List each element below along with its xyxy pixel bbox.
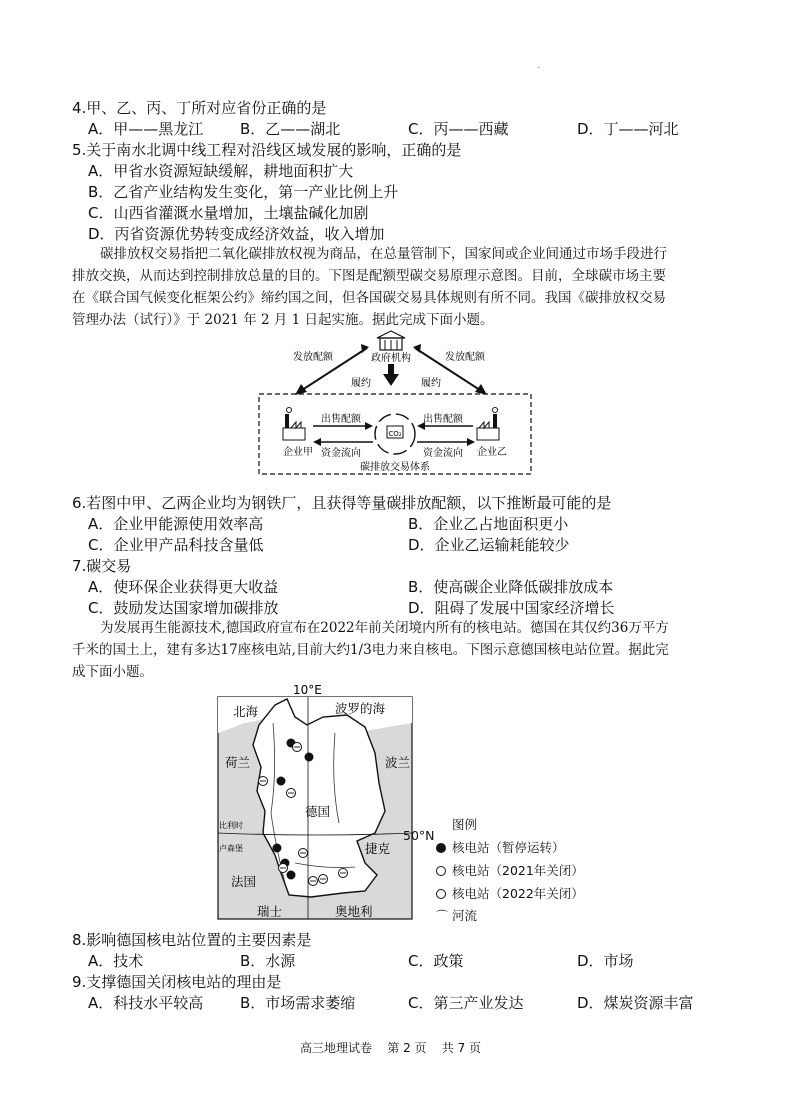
legend-item-river: ⌒ 河流 <box>436 908 478 923</box>
question-8-stem: 8.影响德国核电站位置的主要因素是 <box>72 931 312 949</box>
q7-option-c: C．鼓励发达国家增加碳排放 <box>88 599 279 617</box>
map-netherlands: 荷兰 <box>225 755 251 770</box>
passage-1-line-2: 排放交换，从而达到控制排放总量的目的。下图是配额型碳交易原理示意图。目前，全球碳市场主要 <box>72 268 666 284</box>
q4-option-b: B．乙——湖北 <box>240 120 341 138</box>
map-luxembourg: 卢森堡 <box>219 844 243 853</box>
passage-1-line-1: 碳排放权交易指把二氧化碳排放权视为商品，在总量管制下，国家间或企业间通过市场手段进行 <box>100 246 667 262</box>
q6-option-c: C．企业甲产品科技含量低 <box>88 536 264 554</box>
svg-text:CO₂: CO₂ <box>388 430 402 438</box>
government-building-icon <box>377 331 405 350</box>
passage-2-line-1: 为发展再生能源技术,德国政府宣布在2022年前关闭境内所有的核电站。德国在其仅约36万平方 <box>100 620 669 636</box>
nuclear-plant-paused-icon <box>287 871 296 880</box>
q8-option-b: B．水源 <box>240 952 296 970</box>
q7-option-d: D．阻碍了发展中国家经济增长 <box>408 599 615 617</box>
nuclear-plant-paused-icon <box>273 844 282 853</box>
sell-quota-left: 出售配额 <box>321 414 361 425</box>
map-parallel-label: 50°N <box>403 828 435 843</box>
q6-option-d: D．企业乙运输耗能较少 <box>408 536 570 554</box>
passage-2-line-2: 千米的国土上，建有多达17座核电站,目前大约1/3电力来自核电。下图示意德国核电站位置。据此完 <box>72 642 669 658</box>
page-mark: . <box>537 60 541 71</box>
sell-quota-right: 出售配额 <box>423 414 463 425</box>
map-north-sea: 北海 <box>233 704 259 719</box>
question-5-stem: 5.关于南水北调中线工程对沿线区域发展的影响，正确的是 <box>72 141 462 159</box>
q8-option-c: C．政策 <box>408 952 464 970</box>
map-germany: 德国 <box>305 804 331 819</box>
system-label: 碳排放交易体系 <box>360 462 430 473</box>
q5-option-b: B．乙省产业结构发生变化，第一产业比例上升 <box>88 183 399 201</box>
fund-flow-right: 资金流向 <box>423 448 463 459</box>
map-switzerland: 瑞士 <box>257 904 283 919</box>
map-austria: 奥地利 <box>335 904 373 919</box>
map-czech: 捷克 <box>365 841 391 856</box>
river-icon: ⌒ <box>436 909 449 923</box>
q9-option-a: A．科技水平较高 <box>88 994 204 1012</box>
question-9-stem: 9.支撑德国关闭核电站的理由是 <box>72 973 282 991</box>
map-meridian-label: 10°E <box>293 683 322 697</box>
map-poland: 波兰 <box>385 755 411 770</box>
q9-option-b: B．市场需求萎缩 <box>240 994 356 1012</box>
passage-1-line-3: 在《联合国气候变化框架公约》缔约国之间，但各国碳交易具体规则有所不同。我国《碳排放权交易 <box>72 290 666 306</box>
firm-b-label: 企业乙 <box>477 447 507 458</box>
q9-option-d: D．煤炭资源丰富 <box>577 994 694 1012</box>
open-circle-dash-icon <box>436 889 446 899</box>
firm-a-label: 企业甲 <box>283 447 313 458</box>
q5-option-a: A．甲省水资源短缺缓解，耕地面积扩大 <box>88 162 354 180</box>
question-7-stem: 7.碳交易 <box>72 557 132 575</box>
map-france: 法国 <box>231 874 257 889</box>
map-belgium: 比利时 <box>219 821 243 830</box>
germany-nuclear-map <box>215 683 415 923</box>
passage-carbon-trading <box>72 243 722 331</box>
passage-2-line-3: 成下面小题。 <box>72 664 153 680</box>
q5-option-c: C．山西省灌溉水量增加，土壤盐碱化加剧 <box>88 204 369 222</box>
filled-circle-icon <box>436 843 446 853</box>
q7-option-b: B．使高碳企业降低碳排放成本 <box>408 578 614 596</box>
fund-flow-left: 资金流向 <box>321 448 361 459</box>
issue-quota-left: 发放配额 <box>293 352 333 363</box>
nuclear-plant-paused-icon <box>305 753 314 762</box>
comply-right: 履约 <box>421 378 441 389</box>
gov-label: 政府机构 <box>371 353 411 364</box>
carbon-trading-diagram <box>255 330 535 478</box>
trading-cycle-icon <box>375 414 415 454</box>
factory-icon-a <box>283 408 305 441</box>
q4-option-d: D．丁——河北 <box>577 120 679 138</box>
legend-item-2022: 核电站（2022年关闭） <box>436 884 584 902</box>
q6-option-b: B．企业乙占地面积更小 <box>408 515 569 533</box>
q6-option-a: A．企业甲能源使用效率高 <box>88 515 264 533</box>
nuclear-plant-paused-icon <box>277 777 286 786</box>
comply-left: 履约 <box>351 378 371 389</box>
q8-option-d: D．市场 <box>577 952 634 970</box>
map-baltic-sea: 波罗的海 <box>335 701 386 716</box>
page-footer: 高三地理试卷 第 2 页 共 7 页 <box>300 1041 482 1055</box>
q4-option-c: C．丙——西藏 <box>408 120 509 138</box>
q8-option-a: A．技术 <box>88 952 144 970</box>
legend-item-2021: 核电站（2021年关闭） <box>436 861 584 879</box>
q7-option-a: A．使环保企业获得更大收益 <box>88 578 279 596</box>
q4-option-a: A．甲——黑龙江 <box>88 120 204 138</box>
question-4-stem: 4.甲、乙、丙、丁所对应省份正确的是 <box>72 99 327 117</box>
open-circle-icon <box>436 866 446 876</box>
legend-item-paused: 核电站（暂停运转） <box>436 838 565 856</box>
legend-title: 图例 <box>452 817 478 832</box>
down-arrow-icon <box>383 364 399 386</box>
passage-1-line-4: 管理办法（试行）》于 2021 年 2 月 1 日起实施。据此完成下面小题。 <box>72 312 494 328</box>
q5-option-d: D．丙省资源优势转变成经济效益，收入增加 <box>88 225 385 243</box>
factory-icon-b <box>477 408 499 441</box>
q9-option-c: C．第三产业发达 <box>408 994 524 1012</box>
issue-quota-right: 发放配额 <box>445 352 485 363</box>
passage-germany-nuclear <box>72 617 722 683</box>
question-6-stem: 6.若图中甲、乙两企业均为钢铁厂，且获得等量碳排放配额，以下推断最可能的是 <box>72 494 612 512</box>
